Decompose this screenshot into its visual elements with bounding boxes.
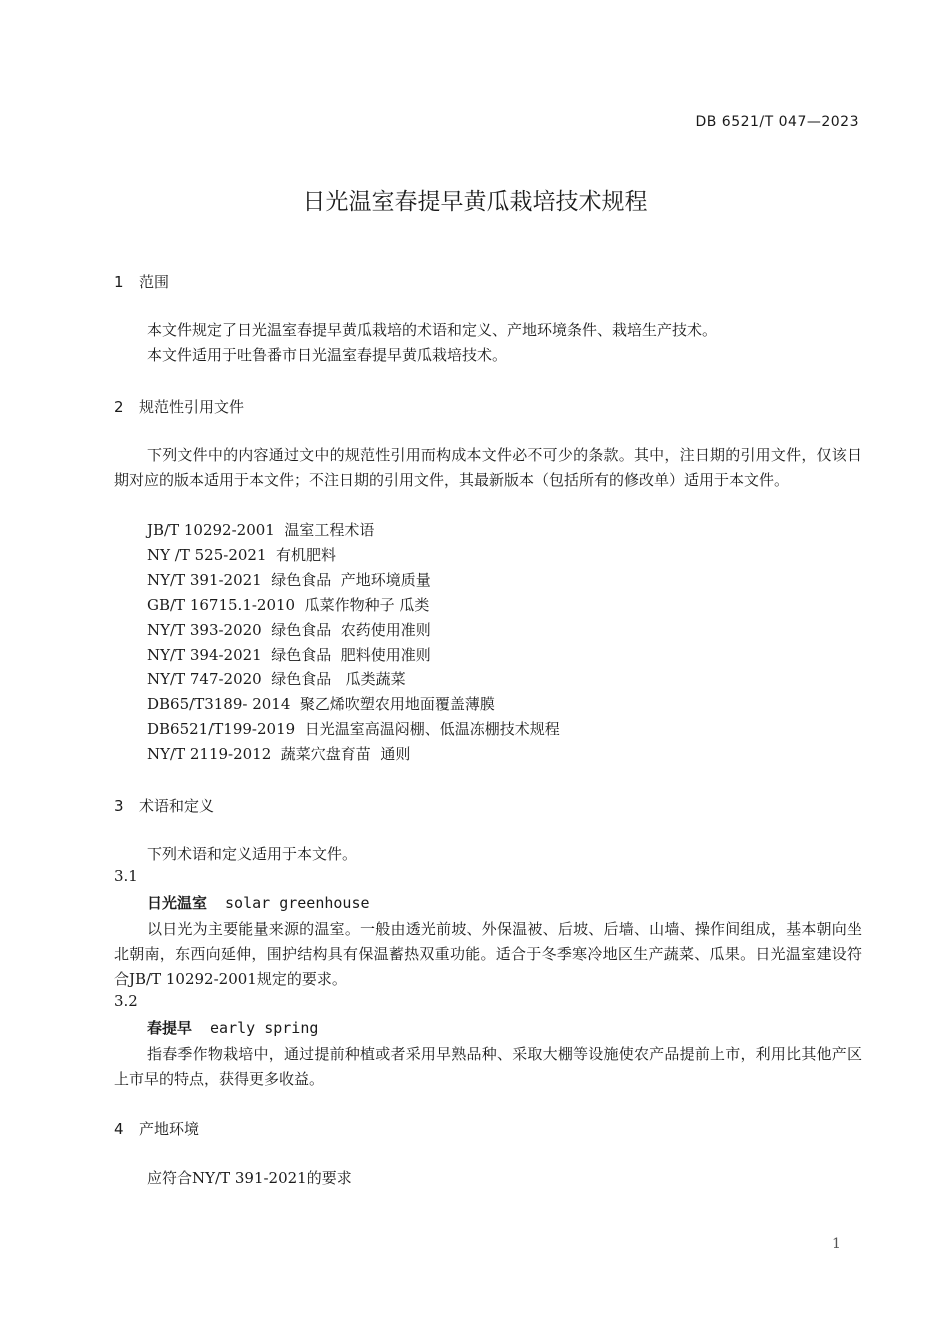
references-intro-paragraph: 下列文件中的内容通过文中的规范性引用而构成本文件必不可少的条款。其中，注日期的引用文件，仅该日期对应的版本适用于本文件；不注日期的引用文件，其最新版本（包括所有的修改单）适用于本文件。 [114, 446, 862, 489]
term-3-1-entry [147, 892, 370, 913]
term-3-2-entry [147, 1017, 318, 1038]
reference-item: NY /T 525-2021 有机肥料 [147, 545, 337, 564]
reference-item: NY/T 394-2021 绿色食品 肥料使用准则 [147, 645, 431, 664]
reference-item: GB/T 16715.1-2010 瓜菜作物种子 瓜类 [147, 595, 430, 614]
term-english: early spring [210, 1019, 319, 1037]
term-english: solar greenhouse [225, 894, 370, 912]
section-title: 产地环境 [139, 1120, 200, 1138]
term-3-1-definition: 以日光为主要能量来源的温室。一般由透光前坡、外保温被、后坡、后墙、山墙、操作间组成，基本朝向坐北朝南，东西向延伸，围护结构具有保温蓄热双重功能。适合于冬季寒冷地区生产蔬菜、瓜果。日光温室建设符合JB/T 10292-2001规定的要求。 [114, 920, 862, 988]
reference-list [147, 518, 560, 767]
section-number: 4 [114, 1120, 124, 1138]
scope-paragraph-1: 本文件规定了日光温室春提早黄瓜栽培的术语和定义、产地环境条件、栽培生产技术。 [147, 321, 718, 339]
term-3-2-definition: 指春季作物栽培中，通过提前种植或者采用早熟品种、采取大棚等设施使农产品提前上市，利用比其他产区上市早的特点，获得更多收益。 [114, 1045, 862, 1088]
reference-item: NY/T 391-2021 绿色食品 产地环境质量 [147, 570, 431, 589]
reference-item: JB/T 10292-2001 温室工程术语 [147, 521, 375, 539]
reference-item: DB65/T3189- 2014 聚乙烯吹塑农用地面覆盖薄膜 [147, 695, 495, 714]
reference-item: NY/T 393-2020 绿色食品 农药使用准则 [147, 620, 431, 639]
environment-paragraph: 应符合NY/T 391-2021的要求 [147, 1169, 352, 1187]
section-number: 1 [114, 273, 124, 291]
term-3-2-number: 3.2 [114, 992, 138, 1010]
section-1-heading [114, 271, 169, 292]
term-chinese: 日光温室 [147, 894, 208, 912]
term-3-1-number: 3.1 [114, 867, 138, 885]
section-title: 术语和定义 [139, 797, 215, 815]
section-title: 规范性引用文件 [139, 398, 245, 416]
terms-intro-paragraph: 下列术语和定义适用于本文件。 [147, 845, 358, 863]
section-number: 3 [114, 797, 124, 815]
section-2-heading [114, 396, 244, 417]
term-chinese: 春提早 [147, 1019, 193, 1037]
section-3-heading [114, 795, 214, 816]
reference-item: NY/T 747-2020 绿色食品 瓜类蔬菜 [147, 670, 406, 689]
page-number: 1 [832, 1236, 841, 1252]
section-number: 2 [114, 398, 124, 416]
reference-item: NY/T 2119-2012 蔬菜穴盘育苗 通则 [147, 745, 411, 764]
document-number: DB 6521/T 047—2023 [695, 114, 859, 130]
document-title: 日光温室春提早黄瓜栽培技术规程 [302, 189, 648, 215]
reference-item: DB6521/T199-2019 日光温室高温闷棚、低温冻棚技术规程 [147, 720, 560, 739]
scope-paragraph-2: 本文件适用于吐鲁番市日光温室春提早黄瓜栽培技术。 [147, 346, 508, 364]
section-4-heading [114, 1118, 199, 1139]
section-title: 范围 [139, 273, 170, 291]
